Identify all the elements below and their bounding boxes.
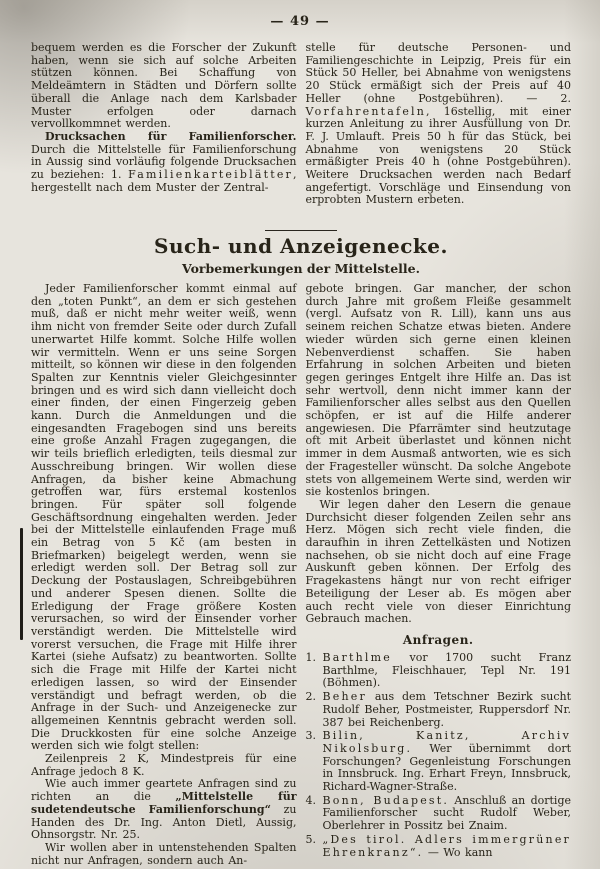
letterspaced-term: Bilin, Kanitz, Archiv Nikolsburg. <box>322 729 571 755</box>
paragraph-text: stelle für deutsche Personen- und Familiengeschichte in Leipzig, Preis für ein Stück 50 Heller, bei Abnahme von wenigstens 20 Stück ermäßigt sich der Preis auf 40 Heller (ohne Postgebühren). — 2. <box>305 42 571 105</box>
query-text <box>323 730 572 794</box>
letterspaced-term: Barthlme <box>322 650 392 664</box>
query-item <box>306 691 572 729</box>
margin-ink-line <box>20 528 23 640</box>
section-divider-rule <box>265 230 337 231</box>
paragraph-text: , hergestellt nach dem Muster der Zentral- <box>31 168 297 194</box>
paragraph-text: , 16stellig, mit einer kurzen Anleitung zu ihrer Ausfüllung von Dr. F. J. Umlauft. Preis 50 h für das Stück, bei Abnahme von wenigstens 20 Stück ermäßigter Preis 40 h (ohne Postgebühren). Weitere Drucksachen werden nach Bedarf angefertigt. Vorschläge und Einsendung von erprobten Mustern erbeten. <box>305 104 571 207</box>
query-item <box>306 795 572 833</box>
query-number: 3. <box>305 729 316 743</box>
paragraph-text: zu Handen des Dr. Ing. Anton Dietl, Aussig, Ohnsorgstr. Nr. 25. <box>31 802 297 842</box>
top-right-column <box>306 42 572 225</box>
page-content <box>31 42 571 869</box>
paragraph-text: Wie auch immer geartete Anfragen sind zu richten an die <box>31 777 297 804</box>
letterspaced-term: Bonn, Budapest. <box>322 793 450 807</box>
query-item <box>306 730 572 794</box>
main-left-column <box>31 283 297 869</box>
page-number: — 49 — <box>270 14 330 29</box>
query-text <box>323 652 572 690</box>
letterspaced-term: Familienkarteiblätter <box>128 168 293 182</box>
query-number: 5. <box>305 832 316 846</box>
query-number: 1. <box>305 650 316 664</box>
section-subtitle: Vorbemerkungen der Mittelstelle. <box>182 261 420 276</box>
query-text <box>323 834 572 859</box>
paragraph: Zeilenpreis 2 K, Mindestpreis für eine Anfrage jedoch 8 K. <box>31 752 297 778</box>
letterspaced-term: „Des tirol. Adlers immergrüner Ehrenkranz“. <box>322 832 571 859</box>
paragraph-text: Durch die Mittelstelle für Familienforschung in Aussig sind vorläufig folgende Drucksachen zu beziehen: 1. <box>31 142 297 182</box>
paragraph <box>306 42 572 207</box>
top-section <box>31 42 571 225</box>
query-number: 2. <box>305 690 316 704</box>
paragraph <box>31 778 297 842</box>
paragraph: Jeder Familienforscher kommt einmal auf den „toten Punkt“, an dem er sich gestehen muß, daß er nicht mehr weiter weiß, wenn ihm nicht von fremder Seite oder durch Zufall unerwartet Hilfe kommt. Solche Hilfe wollen wir vermitteln. Wenn er uns seine Sorgen mitteilt, so können wir diese in den folgenden Spalten zur Kenntnis vieler Gleichgesinnter bringen und es wird sich dann vielleicht doch einer finden, der einen Fingerzeig geben kann. Durch die Anmeldungen und die eingesandten Fragebogen sind uns bereits eine große Anzahl Fragen zugegangen, die wir teils brieflich erledigten, teils diesmal zur Ausschreibung bringen. Wir wollen diese Anfragen, da bisher keine Abmachung getroffen war, fürs erstemal kostenlos bringen. Für später soll folgende Geschäftsordnung eingehalten werden. Jeder bei der Mittelstelle einlaufenden Frage muß ein Betrag von 5 Kč (am besten in Briefmarken) beigelegt werden, wenn sie erledigt werden soll. Der Betrag soll zur Deckung der Postauslagen, Schreibgebühren und anderer Spesen dienen. Sollte die Erledigung der Frage größere Kosten verursachen, so wird der Einsender vorher verständigt werden. Die Mittelstelle wird vorerst versuchen, die Frage mit Hilfe ihrer Kartei (siehe Aufsatz) zu beantworten. Sollte sich die Frage mit Hilfe der Kartei nicht erledigen lassen, so wird der Einsender verständigt und befragt werden, ob die Anfrage in der Such- und Anzeigenecke zur allgemeinen Kenntnis gebracht werden soll. Die Druckkosten für eine solche Anzeige werden sich wie folgt stellen: <box>31 283 297 753</box>
query-text <box>323 795 572 833</box>
letterspaced-term: Beher <box>322 690 367 704</box>
paragraph <box>31 131 297 195</box>
top-left-column <box>31 42 297 225</box>
section-title: Such- und Anzeigenecke. <box>154 234 448 258</box>
paragraph-text: Anschluß an dortige Familienforscher sucht Rudolf Weber, Oberlehrer in Possitz bei Znaim. <box>322 793 571 833</box>
paragraph: Wir legen daher den Lesern die genaue Durchsicht dieser folgenden Zeilen sehr ans Herz. Mögen sich recht viele finden, die daraufhin in ihren Zettelkästen und Notizen nachsehen, ob sie nicht doch auf eine Frage Auskunft geben können. Der Erfolg des Fragekastens hängt nur von recht eifriger Beteiligung der Leser ab. Es mögen aber auch recht viele von dieser Einrichtung Gebrauch machen. <box>305 497 571 626</box>
query-text <box>323 691 572 729</box>
paragraph-text: vor 1700 sucht Franz Barthlme, Fleischhauer, Tepl Nr. 191 (Böhmen). <box>322 650 571 690</box>
main-section <box>31 283 571 869</box>
emphasized-term: „Mittelstelle für sudetendeutsche Familienforschung“ <box>31 790 297 816</box>
paragraph: bequem werden es die Forscher der Zukunft haben, wenn sie sich auf solche Arbeiten stützen können. Bei Schaffung von Meldeämtern in Städten und Dörfern sollte überall die Anlage nach dem Karlsbader Muster erfolgen oder darnach vervollkommnet werden. <box>31 42 297 131</box>
inline-heading: Drucksachen für Familienforscher. <box>45 129 297 143</box>
query-item <box>306 652 572 690</box>
paragraph-text: aus dem Tetschner Bezirk sucht Rudolf Beher, Postmeister, Ruppersdorf Nr. 387 bei Reichenberg. <box>322 690 571 729</box>
query-number: 4. <box>305 793 316 807</box>
main-right-column <box>306 283 572 869</box>
paragraph-text: Wer übernimmt dort Forschungen? Gegenleistung Forschungen in Innsbruck. Ing. Erhart Freyn, Innsbruck, Richard-Wagner-Straße. <box>322 741 571 794</box>
letterspaced-term: Vorfahrentafeln <box>305 104 427 118</box>
paragraph-text: — Wo kann <box>423 845 493 859</box>
paragraph: Wir wollen aber in untenstehenden Spalten nicht nur Anfragen, sondern auch An- <box>31 840 297 867</box>
paragraph: gebote bringen. Gar mancher, der schon durch Jahre mit großem Fleiße gesammelt (vergl. Aufsatz von R. Lill), kann uns aus seinem reichen Schatze etwas bieten. Andere wieder würden sich gerne einen kleinen Nebenverdienst schaffen. Sie haben Erfahrung in solchen Arbeiten und bieten gegen geringes Entgelt ihre Hilfe an. Das ist sehr wertvoll, denn nicht immer kann der Familienforscher alles selbst aus den Quellen schöpfen, er ist auf die Hilfe anderer angewiesen. Die Pfarrämter sind heutzutage oft mit Arbeit überlastet und können nicht immer in dem Ausmaß antworten, wie es sich der Fragesteller wünscht. Da solche Angebote stets von allgemeinem Werte sind, werden wir sie kostenlos bringen. <box>305 283 571 499</box>
anfragen-title: Anfragen. <box>402 632 474 647</box>
query-item <box>306 834 572 859</box>
